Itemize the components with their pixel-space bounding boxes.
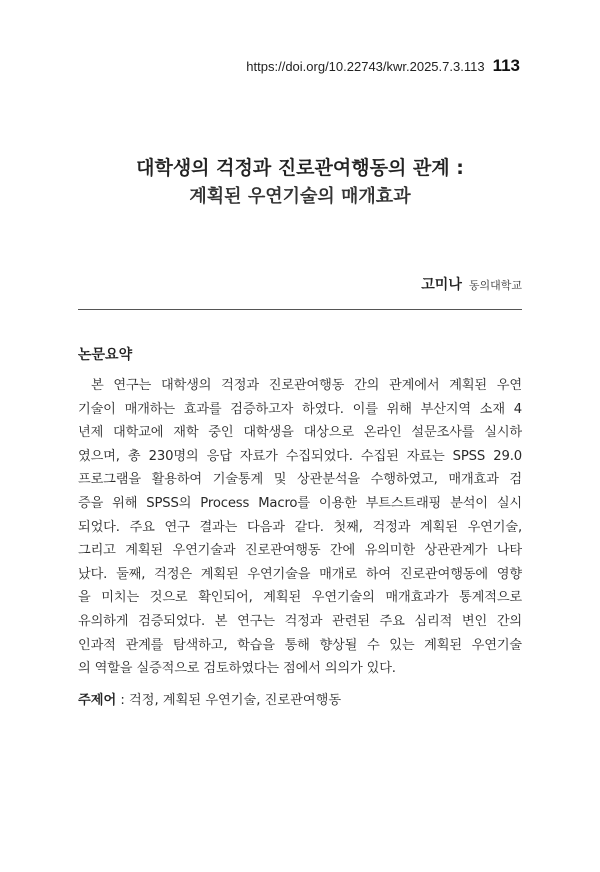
running-header <box>246 56 520 76</box>
abstract-line: 프로그램을 활용하여 기술통계 및 상관분석을 수행하였고, 매개효과 검 <box>78 472 522 488</box>
author-name: 고미나 <box>421 277 462 293</box>
abstract-line: 의 역할을 실증적으로 검토하였다는 점에서 의의가 있다. <box>78 661 396 677</box>
keywords-text: 걱정, 계획된 우연기술, 진로관여행동 <box>129 693 342 708</box>
abstract-line: 유의하게 검증되었다. 본 연구는 걱정과 관련된 주요 심리적 변인 간의 <box>78 613 522 629</box>
abstract-line: 났다. 둘째, 걱정은 계획된 우연기술을 매개로 하여 진로관여행동에 영향 <box>78 566 522 582</box>
abstract-body <box>78 374 522 681</box>
keywords <box>78 689 341 708</box>
title-block <box>0 154 600 212</box>
keywords-separator: : <box>116 693 130 708</box>
abstract-line: 년제 대학교에 재학 중인 대학생을 대상으로 온라인 설문조사를 실시하 <box>78 425 522 441</box>
abstract-line: 되었다. 주요 연구 결과는 다음과 같다. 첫째, 걱정과 계획된 우연기술, <box>78 519 522 535</box>
abstract-line: 증을 위해 SPSS의 Process Macro를 이용한 부트스트래핑 분석이 실시 <box>78 495 522 511</box>
page-number: 113 <box>492 56 520 75</box>
author-affiliation: 동의대학교 <box>468 279 522 292</box>
keywords-label: 주제어 <box>78 693 117 708</box>
abstract-line: 을 미치는 것으로 확인되어, 계획된 우연기술의 매개효과가 통계적으로 <box>78 590 522 606</box>
abstract-line: 그리고 계획된 우연기술과 진로관여행동 간에 유의미한 상관관계가 나타 <box>78 543 522 559</box>
author-block <box>421 274 522 294</box>
abstract-line: 였으며, 총 230명의 응답 자료가 수집되었다. 수집된 자료는 SPSS 29.0 <box>78 448 522 464</box>
abstract-line: 본 연구는 대학생의 걱정과 진로관여행동 간의 관계에서 계획된 우연 <box>91 378 522 393</box>
abstract-line: 인과적 관계를 탐색하고, 학습을 통해 향상될 수 있는 계획된 우연기술 <box>78 637 522 653</box>
abstract-heading: 논문요약 <box>78 347 133 363</box>
doi-link[interactable]: https://doi.org/10.22743/kwr.2025.7.3.113 <box>246 59 485 74</box>
divider-line <box>78 309 522 310</box>
paper-subtitle: 계획된 우연기술의 매개효과 <box>189 186 411 207</box>
paper-title: 대학생의 걱정과 진로관여행동의 관계 : <box>136 157 464 179</box>
abstract-line: 기술이 매개하는 효과를 검증하고자 하였다. 이를 위해 부산지역 소재 4 <box>78 401 522 417</box>
